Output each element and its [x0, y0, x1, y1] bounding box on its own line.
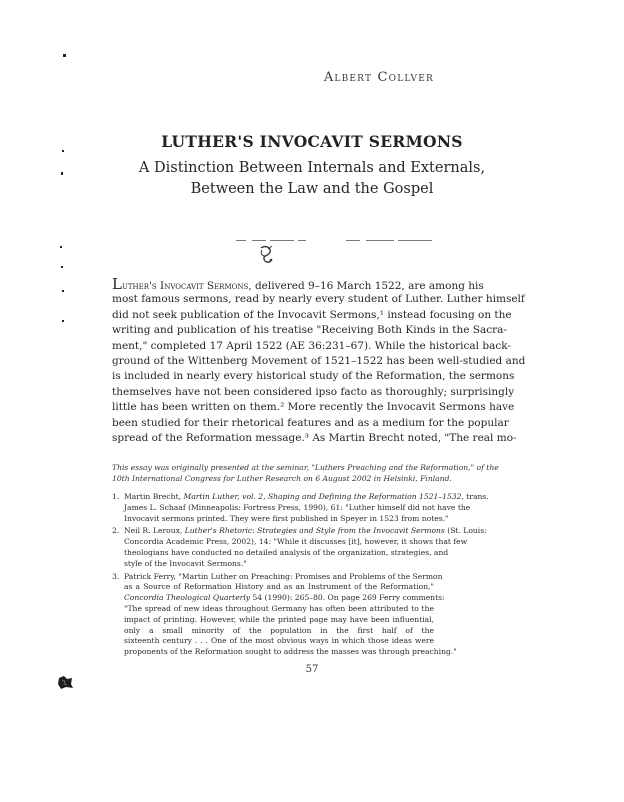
scan-speck — [61, 172, 63, 175]
footnote-line: only a small minority of the population in the first half of the — [124, 625, 434, 635]
body-line: Luther's Invocavit Sermons, delivered 9–16 March 1522, are among his — [112, 275, 484, 293]
drop-cap: L — [112, 275, 122, 293]
footnote-2 — [112, 526, 487, 569]
divider-rule — [346, 240, 360, 241]
footnote-line: proponents of the Reformation sought to address the masses was through preaching." — [124, 647, 457, 657]
opening-small-caps: uther's Invocavit Sermons, — [121, 280, 252, 292]
footnote-line: as a Source of Reformation History and as an Instrument of the Reformation," — [124, 582, 434, 592]
footnote-line: Martin Brecht, Martin Luther, vol. 2, Shaping and Defining the Reformation 1521–1532, trans. — [124, 492, 489, 501]
footnote-line: Neil R. Leroux, Luther's Rhetoric: Strategies and Style from the Invocavit Sermons (St. Louis: — [124, 526, 487, 536]
footnote-line: Invocavit sermons printed. They were first published in Speyer in 1523 from notes." — [124, 513, 449, 523]
scan-speck — [62, 150, 64, 152]
presentation-note-line: 10th International Congress for Luther Research on 6 August 2002 in Helsinki, Finland. — [112, 474, 452, 483]
scan-artifact-icon — [58, 676, 73, 689]
body-line: themselves have not been considered ipso facto as thoroughly; surprisingly — [112, 385, 515, 398]
fleuron-ornament-icon — [256, 244, 276, 266]
body-line: ground of the Wittenberg Movement of 1521–1522 has been well-studied and — [112, 354, 526, 367]
article-subtitle-line-1: A Distinction Between Internals and Externals, — [138, 160, 486, 176]
article-subtitle-line-2: Between the Law and the Gospel — [190, 181, 434, 197]
footnote-line: sixteenth century . . . One of the most obvious ways in which those ideas were — [124, 636, 434, 646]
body-text — [112, 275, 526, 446]
running-head-author: Albert Collver — [323, 70, 434, 85]
footnote-number: 2. — [112, 526, 120, 536]
divider-rule — [252, 240, 266, 241]
footnote-1 — [112, 492, 489, 524]
presentation-note — [112, 462, 499, 484]
body-line: writing and publication of his treatise "Receiving Both Kinds in the Sacra- — [112, 324, 507, 337]
footnote-line: theologians have conducted no detailed analysis of the organization, strategies, and — [124, 547, 449, 557]
scan-speck — [62, 290, 64, 292]
body-line: did not seek publication of the Invocavit Sermons,¹ instead focusing on the — [112, 308, 512, 321]
footnote-line: Concordia Academic Press, 2002), 14: "While it discusses [it], however, it shows that few — [124, 537, 468, 547]
presentation-note-line: This essay was originally presented at the seminar, "Luthers Preaching and the Reformation," of the — [112, 463, 499, 472]
body-line: ment," completed 17 April 1522 (AE 36:231–67). While the historical back- — [112, 339, 511, 352]
article-title: LUTHER'S INVOCAVIT SERMONS — [161, 132, 463, 151]
footnote-number: 3. — [112, 571, 120, 581]
body-line: little has been written on them.² More recently the Invocavit Sermons have — [112, 401, 515, 414]
scan-speck — [63, 54, 66, 57]
footnote-line: Patrick Ferry, "Martin Luther on Preaching: Promises and Problems of the Sermon — [124, 571, 443, 581]
divider-rule — [298, 240, 306, 241]
scan-speck — [60, 246, 62, 248]
scan-speck — [62, 320, 64, 322]
divider-rule — [236, 240, 246, 241]
body-line: most famous sermons, read by nearly every student of Luther. Luther himself — [112, 293, 525, 306]
body-line: been studied for their rhetorical features and as a medium for the popular — [112, 416, 509, 429]
page-number: 57 — [305, 664, 319, 675]
footnote-line: style of the Invocavit Sermons." — [124, 558, 247, 568]
divider-rule — [366, 240, 394, 241]
divider-rule — [398, 240, 432, 241]
body-line: is included in nearly every historical study of the Reformation, the sermons — [112, 370, 515, 383]
divider-rule — [270, 240, 294, 241]
footnotes — [112, 492, 489, 660]
body-line: spread of the Reformation message.³ As Martin Brecht noted, "The real mo- — [112, 431, 517, 444]
footnote-line: Concordia Theological Quarterly 54 (1990): 265–80. On page 269 Ferry comments: — [124, 593, 445, 603]
footnote-line: impact of printing. However, while the printed page may have been influential, — [124, 614, 434, 624]
scan-speck — [61, 266, 63, 268]
footnote-line: "The spread of new ideas throughout Germany has often been attributed to the — [124, 603, 434, 613]
footnote-3 — [112, 571, 457, 658]
footnote-number: 1. — [112, 492, 120, 501]
footnote-line: James L. Schaaf (Minneapolis: Fortress Press, 1990), 61: "Luther himself did not have the — [124, 502, 471, 512]
